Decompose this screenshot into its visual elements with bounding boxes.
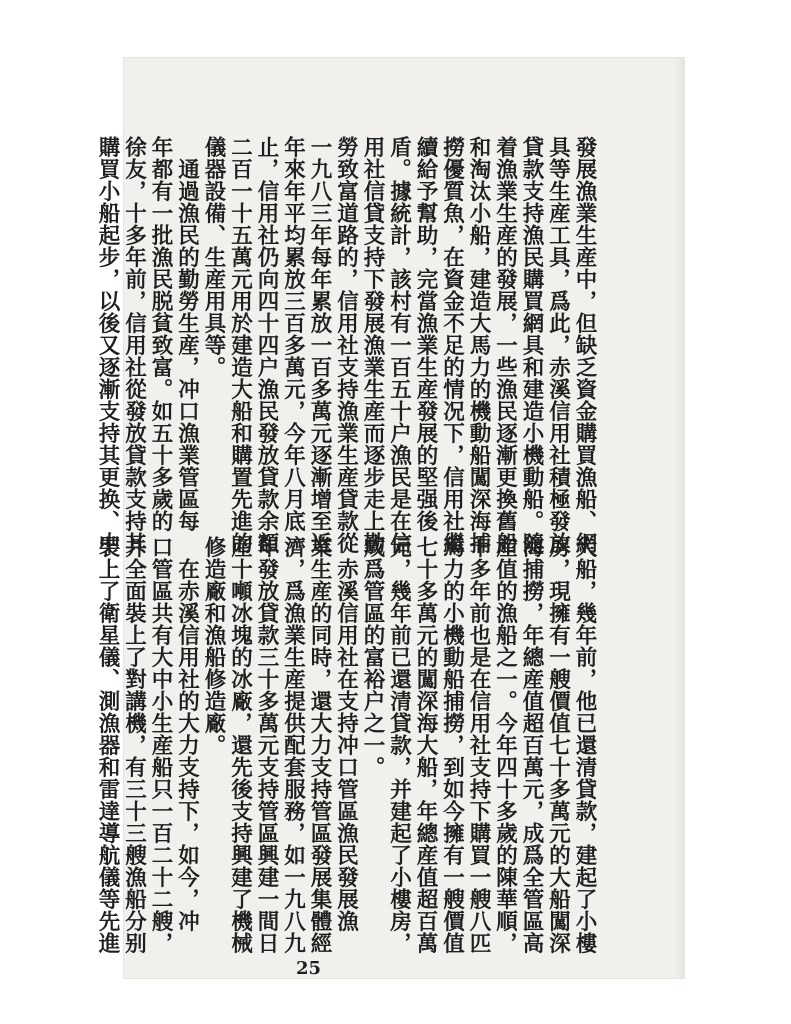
upper-column: 勞致富道路的，信用社支持漁業生産貸款從 [333,136,359,554]
lower-column: 成爲管區的富裕户之一。 [360,536,385,778]
upper-column: 着漁業生産的發展，一些漁民逐漸更換舊船 [492,136,518,554]
lower-column: 修造廠和漁船修造廠。 [201,536,226,756]
lower-column: 裝上了衛星儀、測漁器和雷達導航儀等先進 [95,536,120,954]
upper-column: 年都有一批漁民脱貧致富。如五十多歲的 [148,136,173,532]
lower-column: 在赤溪信用社的大力支持下，如今，冲 [174,536,200,932]
lower-column: 産十噸冰塊的冰廠，還先後支持興建了機械 [227,536,253,954]
page-number: 25 [296,958,322,979]
lower-column: 赤溪信用社在支持冲口管區漁民發展漁 [333,536,359,932]
lower-column: 七十多萬元的闖深海大船，年總産值超百萬 [413,536,438,954]
lower-column: 口管區共有大中小生産船只一百二十二艘， [148,536,173,954]
lower-column: 業生産的同時，還大力支持管區發展集體經 [307,536,332,954]
upper-column: 用社信貸支持下發展漁業生産而逐步走上勤 [360,136,385,554]
lower-column: 并全面裝上了對講機，有三十三艘漁船分别 [121,536,147,954]
upper-column: 具等生産工具，爲此，赤溪信用社積極發放 [545,136,571,554]
upper-column: 儀器設備、生産用具等。 [201,136,226,378]
book-page [95,58,684,979]
lower-column: 濟，爲漁業生産提供配套服務，如一九八九 [280,536,306,954]
lower-column: 十多年前也是在信用社支持下購買一艘八匹 [466,536,491,954]
lower-column: 産值的漁船之一。今年四十多歲的陳華順， [492,536,518,954]
upper-column: 貸款支持漁民購買網具和建造小機動船。隨 [519,136,544,554]
upper-column: 撈優質魚，在資金不足的情况下，信用社繼 [439,136,465,554]
page-edge-shadow [674,58,684,978]
upper-column: 盾。據統計，該村有一百五十户漁民是在信 [386,136,412,554]
upper-column: 購買小船起步，以後又逐漸支持其更换、中 [95,136,120,554]
lower-column: 房，現擁有一艘價值七十多萬元的大船闖深 [545,536,571,954]
upper-column: 和淘汰小船，建造大馬力的機動船闖深海捕 [466,136,491,554]
upper-column: 通過漁民的勤勞生産，冲口漁業管區每 [174,136,200,532]
lower-column: 年發放貸款三十多萬元支持管區興建一間日 [254,536,279,954]
lower-column: 海捕撈，年總産值超百萬元，成爲全管區高 [519,536,544,954]
lower-column: 馬力的小機動船捕撈，到如今擁有一艘價值 [439,536,465,954]
lower-column: 元，幾年前已還清貸款，并建起了小樓房， [386,536,412,954]
upper-column: 年來年平均累放三百多萬元，今年八月底 [280,136,306,532]
lower-column: 大船，幾年前，他已還清貸款，建起了小樓 [572,536,597,954]
upper-column: 徐友，十多年前，信用社從發放貸款支持其 [121,136,147,554]
upper-column: 一九八三年每年累放一百多萬元逐漸增至近 [307,136,332,554]
upper-column: 續給予幫助，完當漁業生産發展的堅强後 [413,136,438,532]
upper-column: 發展漁業生産中，但缺乏資金購買漁船、網 [572,136,597,554]
upper-column: 二百一十五萬元用於建造大船和購置先進的 [227,136,253,554]
upper-column: 止，信用社仍向四十四户漁民發放貸款余額 [254,136,279,554]
